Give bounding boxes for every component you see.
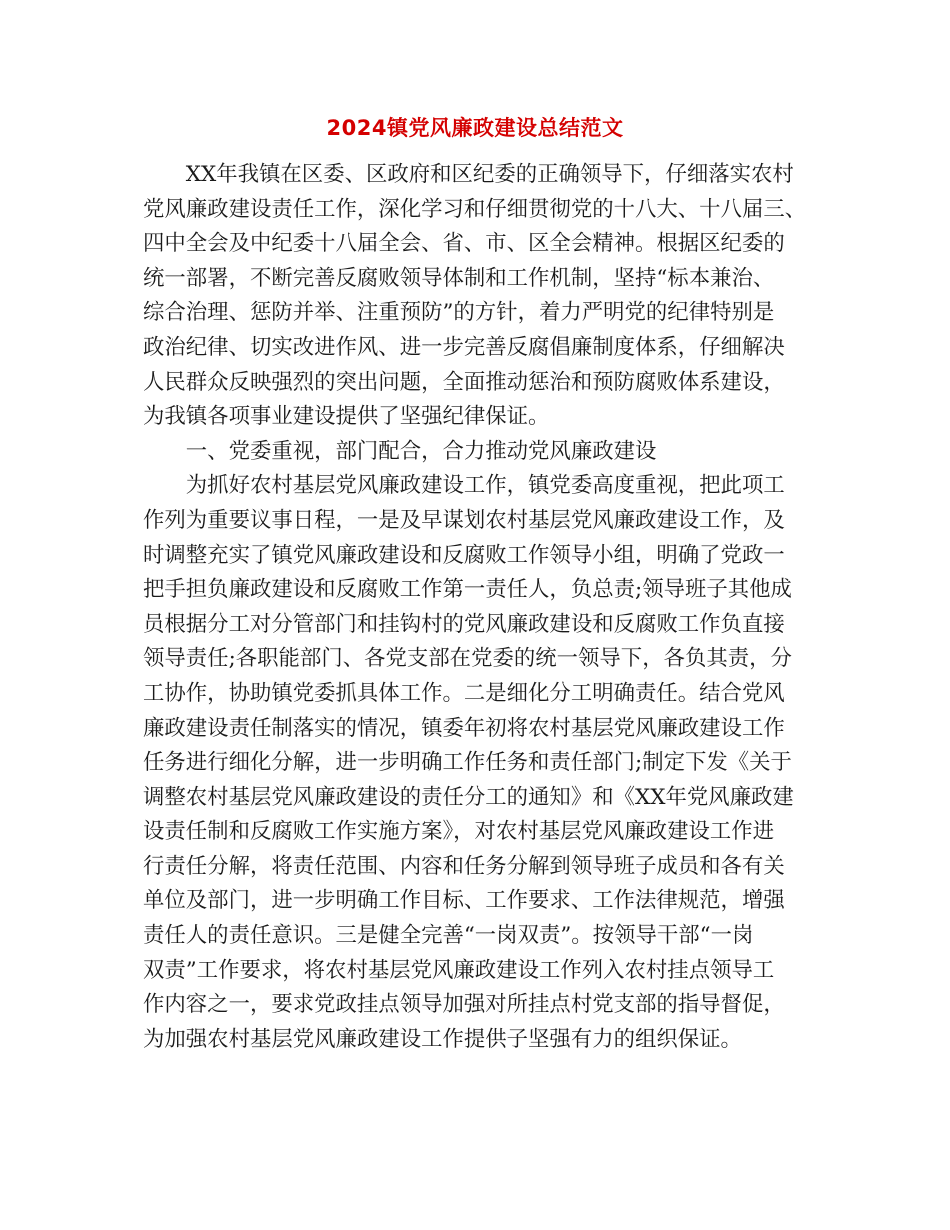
- text-line: 把手担负廉政建设和反腐败工作第一责任人，负总责;领导班子其他成: [143, 577, 792, 603]
- text-line: 员根据分工对分管部门和挂钩村的党风廉政建设和反腐败工作负直接: [143, 611, 785, 637]
- text-line: 统一部署，不断完善反腐败领导体制和工作机制，坚持“标本兼治、: [143, 265, 775, 291]
- text-line: 为加强农村基层党风廉政建设工作提供子坚强有力的组织保证。: [143, 1026, 742, 1052]
- text-line: 设责任制和反腐败工作实施方案》，对农村基层党风廉政建设工作进: [143, 819, 775, 845]
- text-line: 作列为重要议事日程，一是及早谋划农村基层党风廉政建设工作，及: [143, 507, 785, 533]
- text-line: 政治纪律、切实改进作风、进一步完善反腐倡廉制度体系，仔细解决: [143, 334, 785, 360]
- text-line: 责任人的责任意识。三是健全完善“一岗双责”。按领导干部“一岗: [143, 923, 754, 949]
- document-body: [143, 158, 809, 1057]
- text-line: 时调整充实了镇党风廉政建设和反腐败工作领导小组，明确了党政一: [143, 542, 785, 568]
- document-title: 2024镇党风廉政建设总结范文: [326, 116, 624, 140]
- text-line: 综合治理、惩防并举、注重预防”的方针，着力严明党的纪律特别是: [143, 300, 775, 326]
- text-line: 为抓好农村基层党风廉政建设工作，镇党委高度重视，把此项工: [143, 473, 785, 499]
- text-line: 党风廉政建设责任工作，深化学习和仔细贯彻党的十八大、十八届三、: [143, 196, 807, 222]
- paragraph-intro: [143, 158, 809, 435]
- text-line: 廉政建设责任制落实的情况，镇委年初将农村基层党风廉政建设工作: [143, 715, 785, 741]
- text-line: 调整农村基层党风廉政建设的责任分工的通知》和《XX年党风廉政建: [143, 784, 794, 810]
- text-line: 领导责任;各职能部门、各党支部在党委的统一领导下，各负其责，分: [143, 646, 792, 672]
- text-line: 作内容之一，要求党政挂点领导加强对所挂点村党支部的指导督促，: [143, 992, 785, 1018]
- text-line: 工协作，协助镇党委抓具体工作。二是细化分工明确责任。结合党风: [143, 680, 785, 706]
- text-line: 双责”工作要求，将农村基层党风廉政建设工作列入农村挂点领导工: [143, 957, 775, 983]
- text-line: 为我镇各项事业建设提供了坚强纪律保证。: [143, 404, 550, 430]
- text-line: 行责任分解，将责任范围、内容和任务分解到领导班子成员和各有关: [143, 853, 785, 879]
- paragraph-section-one: [143, 469, 809, 1057]
- section-heading: [143, 435, 809, 470]
- text-line: 四中全会及中纪委十八届全会、省、市、区全会精神。根据区纪委的: [143, 231, 785, 257]
- section-heading-text: 一、党委重视，部门配合，合力推动党风廉政建设: [143, 438, 657, 464]
- text-line: XX年我镇在区委、区政府和区纪委的正确领导下，仔细落实农村: [143, 162, 794, 187]
- text-line: 任务进行细化分解，进一步明确工作任务和责任部门;制定下发《关于: [143, 750, 792, 776]
- text-line: 单位及部门，进一步明确工作目标、工作要求、工作法律规范，增强: [143, 888, 785, 914]
- text-line: 人民群众反映强烈的突出问题，全面推动惩治和预防腐败体系建设，: [143, 369, 785, 395]
